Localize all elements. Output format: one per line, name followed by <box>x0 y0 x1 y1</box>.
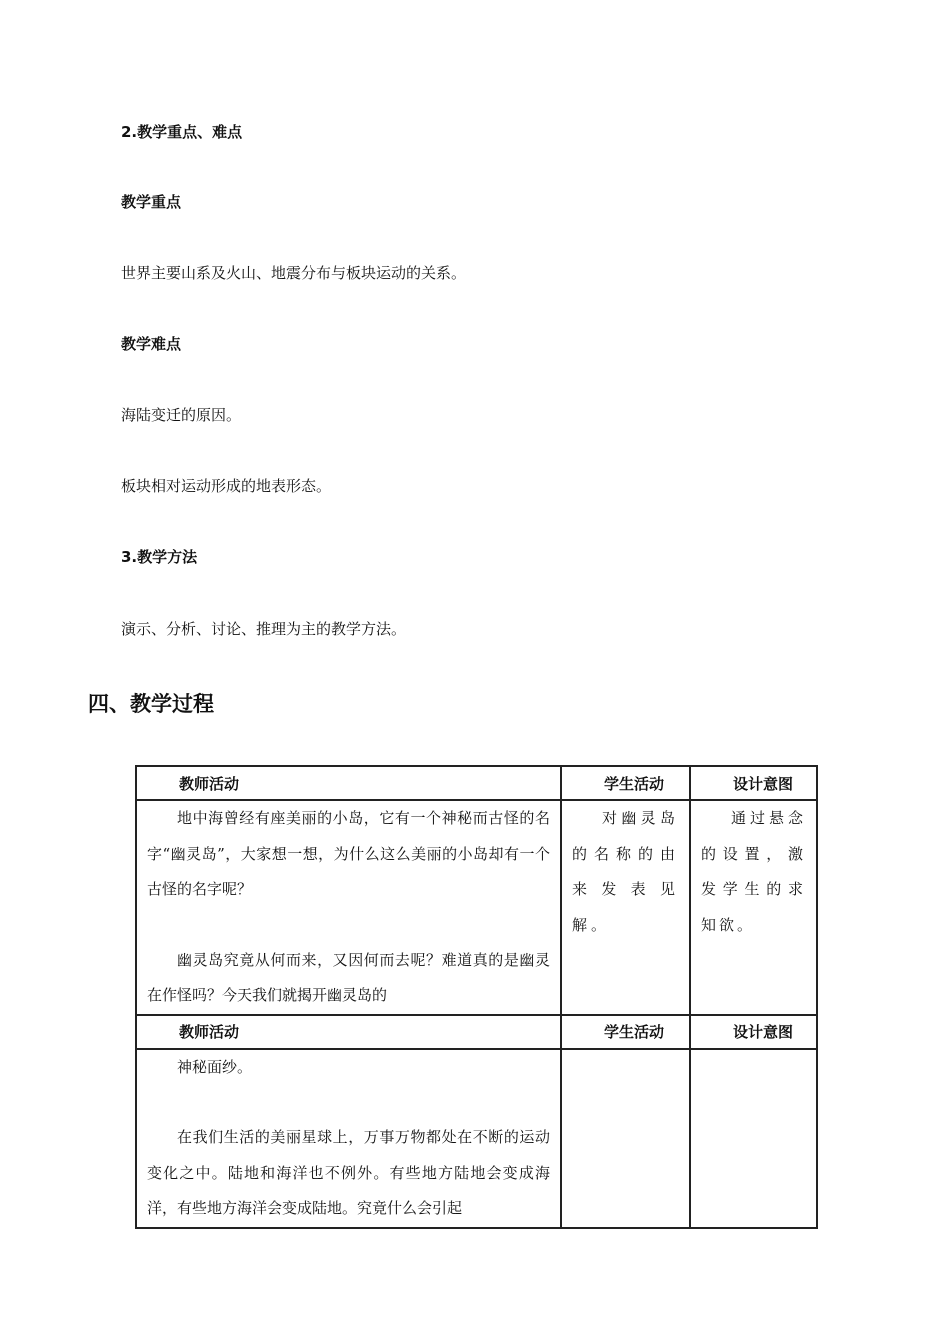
section3-heading: 3.教学方法 <box>121 548 198 566</box>
design-intent-text: 通过悬念的设置，激发学生的求知欲。 <box>701 809 806 934</box>
table-row <box>136 1049 817 1228</box>
difficulty-heading: 教学难点 <box>121 335 182 353</box>
table-header-row <box>136 766 817 800</box>
table-header-row <box>136 1015 817 1049</box>
header-design-intent: 设计意图 <box>690 1015 817 1049</box>
table-row <box>136 800 817 1015</box>
chapter-heading: 四、教学过程 <box>88 692 214 716</box>
student-activity-text: 对幽灵岛的名称的由来发表见解。 <box>572 809 679 934</box>
header-student-activity: 学生活动 <box>561 766 690 800</box>
focus-heading: 教学重点 <box>121 193 182 211</box>
design-intent-cell <box>690 1049 817 1228</box>
header-student-activity: 学生活动 <box>561 1015 690 1049</box>
teacher-paragraph: 幽灵岛究竟从何而来，又因何而去呢？难道真的是幽灵在作怪吗？今天我们就揭开幽灵岛的 <box>147 950 550 1004</box>
header-teacher-activity: 教师活动 <box>136 1015 561 1049</box>
difficulty-text-2: 板块相对运动形成的地表形态。 <box>121 477 332 495</box>
focus-text: 世界主要山系及火山、地震分布与板块运动的关系。 <box>121 264 467 282</box>
lesson-process-table <box>135 765 818 1229</box>
teacher-activity-cell <box>136 800 561 1015</box>
teacher-paragraph: 地中海曾经有座美丽的小岛，它有一个神秘而古怪的名字“幽灵岛”，大家想一想，为什么这么美丽的小岛却有一个古怪的名字呢？ <box>147 809 550 898</box>
teacher-paragraph: 在我们生活的美丽星球上，万事万物都处在不断的运动变化之中。陆地和海洋也不例外。有些地方陆地会变成海洋，有些地方海洋会变成陆地。究竟什么会引起 <box>147 1128 550 1217</box>
design-intent-cell <box>690 800 817 1015</box>
difficulty-text-1: 海陆变迁的原因。 <box>121 406 242 424</box>
student-activity-cell <box>561 800 690 1015</box>
teacher-activity-cell <box>136 1049 561 1228</box>
student-activity-cell <box>561 1049 690 1228</box>
header-teacher-activity: 教师活动 <box>136 766 561 800</box>
section2-heading: 2.教学重点、难点 <box>121 123 243 141</box>
method-text: 演示、分析、讨论、推理为主的教学方法。 <box>121 620 407 638</box>
teacher-paragraph: 神秘面纱。 <box>177 1057 253 1076</box>
header-design-intent: 设计意图 <box>690 766 817 800</box>
